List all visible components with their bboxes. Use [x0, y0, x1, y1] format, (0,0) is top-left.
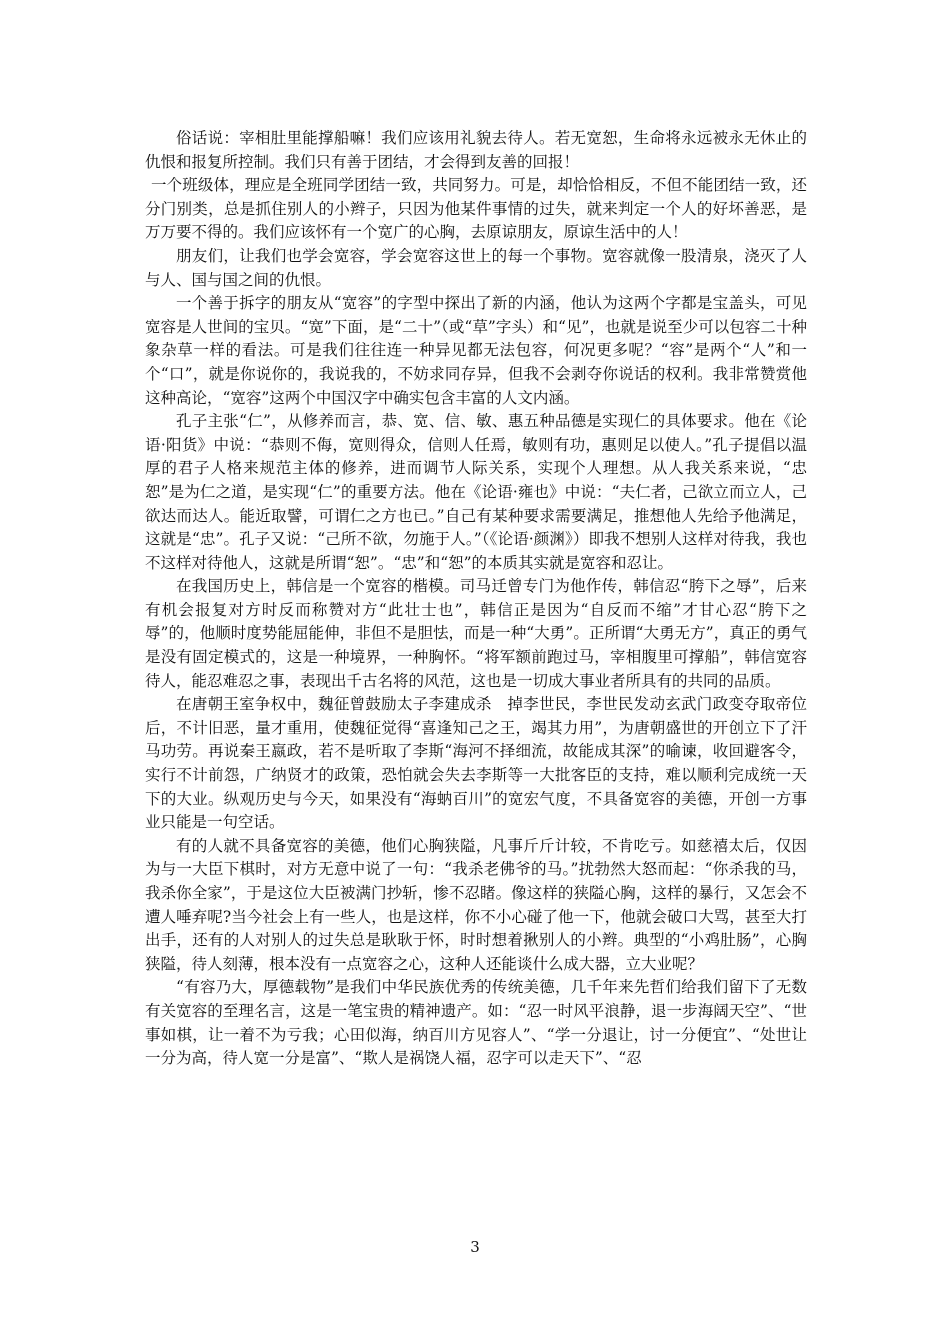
paragraph-3: 朋友们，让我们也学会宽容，学会宽容这世上的每一个事物。宽容就像一股清泉，浇灭了人与人、国与国之间的仇恨。 [145, 246, 807, 289]
page-number: 3 [470, 1238, 480, 1256]
paragraph-7: 在唐朝王室争权中，魏征曾鼓励太子李建成杀 掉李世民，李世民发动玄武门政变夺取帝位后，不计旧恶，量才重用，使魏征觉得“喜逢知己之王，竭其力用”，为唐朝盛世的开创立下了汗马功劳。再说秦王嬴政，若不是听取了李斯“海河不择细流，故能成其深”的喻谏，收回避客令，实行不计前怨，广纳贤才的政策，恐怕就会失去李斯等一大批客臣的支持，难以顺利完成统一天下的大业。纵观历史与今天，如果没有“海蚋百川”的宽宏气度，不具备宽容的美德，开创一方事业只能是一句空话。 [145, 695, 807, 832]
paragraph-5: 孔子主张“仁”，从修养而言，恭、宽、信、敏、惠五种品德是实现仁的具体要求。他在《论语·阳货》中说：“恭则不侮，宽则得众，信则人任焉，敏则有功，惠则足以使人。”孔子提倡以温厚的君子人格来规范主体的修养，进而调节人际关系，实现个人理想。从人我关系来说，“忠恕”是为仁之道，是实现“仁”的重要方法。他在《论语·雍也》中说：“夫仁者，己欲立而立人，己欲达而达人。能近取譬，可谓仁之方也已。”自己有某种要求需要满足，推想他人先给予他满足，这就是“忠”。孔子又说：“己所不欲，勿施于人。”（《论语·颜渊》）即我不想别人这样对待我，我也不这样对待他人，这就是所谓“恕”。“忠”和“恕”的本质其实就是宽容和忍让。 [145, 412, 807, 572]
document-body [145, 127, 807, 1071]
paragraph-8: 有的人就不具备宽容的美德，他们心胸狭隘，凡事斤斤计较，不肯吃亏。如慈禧太后，仅因为与一大臣下棋时，对方无意中说了一句：“我杀老佛爷的马。”扰勃然大怒而起：“你杀我的马，我杀你全家”，于是这位大臣被满门抄斩，惨不忍睹。像这样的狭隘心胸，这样的暴行，又怎会不遭人唾弃呢?当今社会上有一些人，也是这样，你不小心碰了他一下，他就会破口大骂，甚至大打出手，还有的人对别人的过失总是耿耿于怀，时时想着揪别人的小辫。典型的“小鸡肚肠”，心胸狭隘，待人刻薄，根本没有一点宽容之心，这种人还能谈什么成大器，立大业呢？ [145, 836, 807, 973]
paragraph-9: “有容乃大，厚德载物”是我们中华民族优秀的传统美德，几千年来先哲们给我们留下了无数有关宽容的至理名言，这是一笔宝贵的精神遗产。如：“忍一时风平浪静，退一步海阔天空”、“世事如棋，让一着不为亏我；心田似海，纳百川方见容人”、“学一分退让，讨一分便宜”、“处世让一分为高，待人宽一分是富”、“欺人是祸饶人福，忍字可以走天下”、“忍 [145, 978, 807, 1068]
paragraph-4: 一个善于拆字的朋友从“宽容”的字型中探出了新的内涵，他认为这两个字都是宝盖头，可见宽容是人世间的宝贝。“宽”下面，是“二十”（或“草”字头）和“见”，也就是说至少可以包容二十种象杂草一样的看法。可是我们往往连一种异见都无法包容，何况更多呢？“容”是两个“人”和一个“口”，就是你说你的，我说我的，不妨求同存异，但我不会剥夺你说话的权利。我非常赞赏他这种高论，“宽容”这两个中国汉字中确实包含丰富的人文内涵。 [145, 294, 807, 407]
paragraph-2: 一个班级体，理应是全班同学团结一致，共同努力。可是，却恰恰相反，不但不能团结一致，还分门别类，总是抓住别人的小辫子，只因为他某件事情的过失，就来判定一个人的好坏善恶，是万万要不得的。我们应该怀有一个宽广的心胸，去原谅朋友，原谅生活中的人！ [145, 176, 807, 242]
paragraph-6: 在我国历史上，韩信是一个宽容的楷模。司马迁曾专门为他作传，韩信忍“胯下之辱”，后来有机会报复对方时反而称赞对方“此壮士也”，韩信正是因为“自反而不缩”才甘心忍“胯下之辱”的，他顺时度势能屈能伸，非但不是胆怯，而是一种“大勇”。正所谓“大勇无方”，真正的勇气是没有固定模式的，这是一种境界，一种胸怀。“将军额前跑过马，宰相腹里可撑船”，韩信宽容待人，能忍难忍之事，表现出千古名将的风范，这也是一切成大事业者所具有的共同的品质。 [145, 577, 807, 690]
paragraph-1: 俗话说：宰相肚里能撑船嘛！我们应该用礼貌去待人。若无宽恕，生命将永远被永无休止的仇恨和报复所控制。我们只有善于团结，才会得到友善的回报！ [145, 129, 807, 171]
